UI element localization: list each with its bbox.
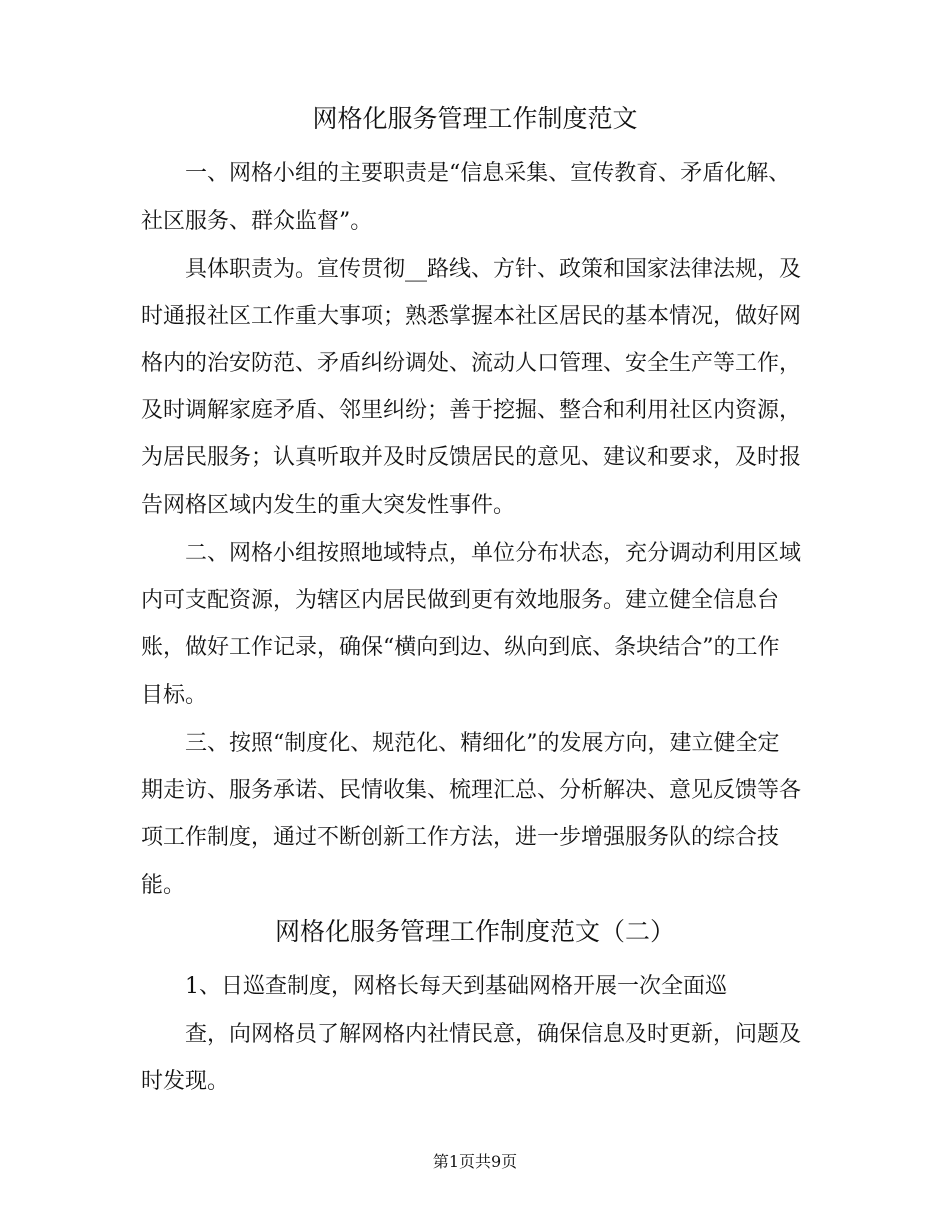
paragraph-line: 时通报社区工作重大事项；熟悉掌握本社区居民的基本情况，做好网 [141,304,802,329]
paragraph-line: 一、网格小组的主要职责是“信息采集、宣传教育、矛盾化解、 [185,161,791,186]
section-title: 网格化服务管理工作制度范文（二） [274,917,675,946]
paragraph-line: 期走访、服务承诺、民情收集、梳理汇总、分析解决、意见反馈等各 [141,778,802,803]
paragraph-line: 内可支配资源，为辖区内居民做到更有效地服务。建立健全信息台 [141,588,780,613]
paragraph-line: 社区服务、群众监督”。 [141,209,373,234]
paragraph-line: 查，向网格员了解网格内社情民意，确保信息及时更新，问题及 [185,1022,802,1047]
paragraph-line: 具体职责为。宣传贯彻__路线、方针、政策和国家法律法规，及 [185,257,802,282]
paragraph-line: 账，做好工作记录，确保“横向到边、纵向到底、条块结合”的工作 [141,635,780,660]
paragraph-line: 项工作制度，通过不断创新工作方法，进一步增强服务队的综合技 [141,825,780,850]
paragraph-line: 三、按照“制度化、规范化、精细化”的发展方向，建立健全定 [185,731,780,756]
paragraph-line: 时发现。 [141,1069,230,1094]
paragraph-line: 能。 [141,873,186,898]
paragraph-line: 目标。 [141,683,208,708]
paragraph-line: 格内的治安防范、矛盾纠纷调处、流动人口管理、安全生产等工作， [141,351,802,376]
paragraph-line: 二、网格小组按照地域特点，单位分布状态，充分调动利用区域 [185,541,802,566]
document-title: 网格化服务管理工作制度范文 [312,104,638,133]
paragraph-line: 为居民服务；认真听取并及时反馈居民的意见、建议和要求，及时报 [141,445,802,470]
page-indicator: 第1页共9页 [432,1152,518,1171]
paragraph-line: 告网格区域内发生的重大突发性事件。 [141,493,516,518]
paragraph-line: 及时调解家庭矛盾、邻里纠纷；善于挖掘、整合和利用社区内资源， [141,398,802,423]
paragraph-line: 1、日巡查制度，网格长每天到基础网格开展一次全面巡 [185,974,727,999]
